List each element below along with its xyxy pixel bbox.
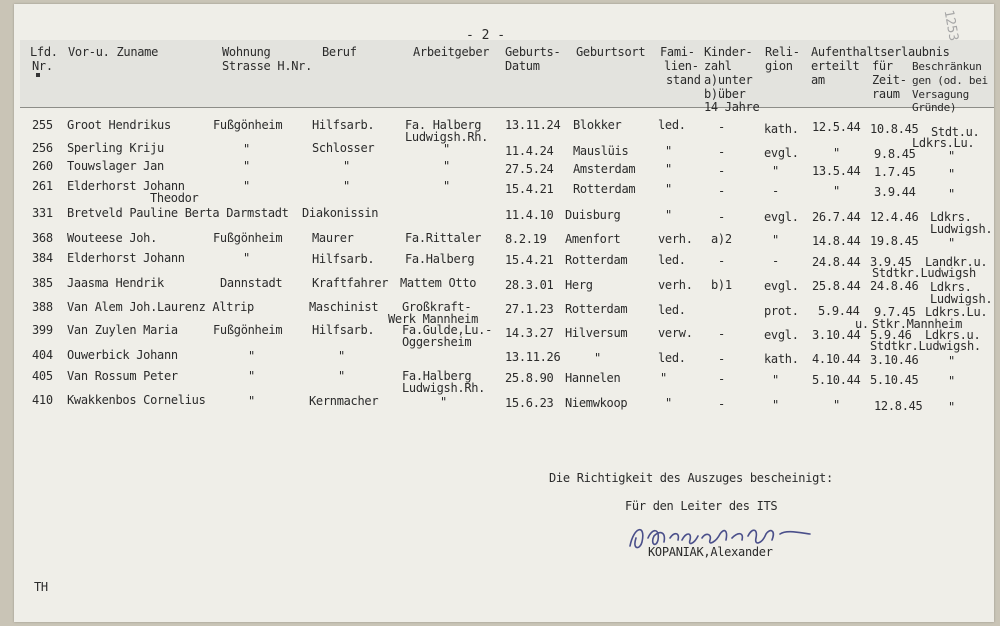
cell-name: Touwslager Jan	[67, 159, 164, 173]
cell-datum: 28.3.01	[505, 278, 554, 292]
cell-note: "	[948, 236, 955, 250]
cell-kinder: -	[718, 164, 725, 178]
cell-name: Elderhorst Johann	[67, 251, 185, 265]
cell-erteilt: 5.10.44	[812, 373, 861, 387]
cell-arbeitgeber: "	[443, 159, 450, 173]
cell-stand: verw.	[658, 326, 693, 340]
cell-zeitraum: 9.8.45	[874, 147, 916, 161]
cell-ort: Herg	[565, 278, 593, 292]
cell-note-2: Ludwigsh.	[930, 292, 993, 306]
header-gion: gion	[765, 59, 793, 73]
cell-ort: Mauslüis	[573, 144, 629, 158]
cell-zeitraum: 5.10.45	[870, 373, 919, 387]
cell-wohnung: "	[243, 159, 250, 173]
header-kinder: Kinder-	[704, 45, 753, 59]
cell-name: Kwakkenbos Cornelius	[67, 393, 206, 407]
cell-stand: led.	[658, 253, 686, 267]
cell-beruf: "	[343, 179, 350, 193]
cell-beruf: Kernmacher	[309, 394, 379, 408]
cell-note: Ldkrs.u.	[925, 328, 981, 342]
cell-religion: -	[772, 254, 779, 268]
cell-zeitraum: 24.8.46	[870, 279, 919, 293]
header-versagung: Versagung	[912, 88, 969, 101]
cell-beruf: Kraftfahrer	[312, 276, 389, 290]
cell-kinder: -	[718, 327, 725, 341]
cell-name: Ouwerbick Johann	[67, 348, 178, 362]
cell-ort: Duisburg	[565, 208, 621, 222]
header-zeit: Zeit-	[872, 73, 907, 87]
header-14jahre: 14 Jahre	[704, 100, 760, 114]
cell-nr: 410	[32, 393, 53, 407]
cell-religion: -	[772, 184, 779, 198]
header-raum: raum	[872, 87, 900, 101]
cell-ort: Amsterdam	[573, 162, 636, 176]
cell-wohnung: Fußgönheim	[213, 118, 283, 132]
cell-arbeitgeber: Fa.Rittaler	[405, 231, 482, 245]
cell-name: Van Rossum Peter	[67, 369, 178, 383]
cell-beruf: Hilfsarb.	[312, 118, 375, 132]
header-nr: Nr.	[32, 59, 53, 73]
cell-nr: 388	[32, 300, 53, 314]
cell-ort: Rotterdam	[565, 253, 628, 267]
cell-nr: 368	[32, 231, 53, 245]
header-gruende: Gründe)	[912, 101, 957, 114]
header-geburtsdatum: Geburts-	[505, 45, 561, 59]
cell-name: Jaasma Hendrik	[67, 276, 164, 290]
cell-stand: verh.	[658, 278, 693, 292]
cell-religion: evgl.	[764, 279, 799, 293]
cell-note-2: Stdtkr.Ludwigsh	[872, 266, 976, 280]
cell-erteilt: "	[833, 146, 840, 160]
cell-zeitraum: 3.9.45	[870, 255, 912, 269]
header-beschraenkun: Beschränkun	[912, 60, 982, 73]
cell-kinder: -	[718, 254, 725, 268]
cell-erteilt: "	[833, 398, 840, 412]
cell-ort: Rotterdam	[573, 182, 636, 196]
cell-zeitraum: 5.9.46	[870, 328, 912, 342]
cell-wohnung: Fußgönheim	[213, 231, 283, 245]
cell-religion: prot.	[764, 304, 799, 318]
cell-nr: 384	[32, 251, 53, 265]
header-reli: Reli-	[765, 45, 800, 59]
cell-kinder: a)2	[711, 232, 732, 246]
header-fuer: für	[872, 59, 893, 73]
cell-arbeitgeber: "	[440, 395, 447, 409]
cell-arbeitgeber-2: Ludwigsh.Rh.	[405, 130, 489, 144]
cell-arbeitgeber: Fa.Halberg	[405, 252, 475, 266]
cell-datum: 13.11.26	[505, 350, 561, 364]
cell-stand: "	[665, 162, 672, 176]
cell-beruf: Maschinist	[309, 300, 379, 314]
cell-zeitraum: 12.4.46	[870, 210, 919, 224]
cell-nr: 255	[32, 118, 53, 132]
header-aufenthalt: Aufenthaltserlaubnis	[811, 45, 950, 59]
header-lfd: Lfd.	[30, 45, 58, 59]
header-ueber: b)über	[704, 87, 746, 101]
cell-erteilt: 12.5.44	[812, 120, 861, 134]
cell-zeitraum: 10.8.45	[870, 122, 919, 136]
cell-datum: 11.4.24	[505, 144, 554, 158]
cell-zeitraum: 19.8.45	[870, 234, 919, 248]
certification-text: Die Richtigkeit des Auszuges bescheinigt:	[549, 471, 833, 485]
cell-note: "	[948, 354, 955, 368]
cell-nr: 261	[32, 179, 53, 193]
cell-note: "	[948, 187, 955, 201]
cell-note: Ldkrs.	[930, 210, 972, 224]
cell-stand: "	[665, 396, 672, 410]
cell-wohnung: "	[248, 394, 255, 408]
cell-beruf: "	[338, 349, 345, 363]
cell-beruf: "	[338, 369, 345, 383]
cell-note: Ldkrs.Lu.	[925, 305, 988, 319]
cell-stand: led.	[658, 303, 686, 317]
cell-zeitraum: 12.8.45	[874, 399, 923, 413]
typist-initials: TH	[34, 580, 48, 594]
header-erteilt: erteilt	[811, 59, 860, 73]
cell-arbeitgeber: Fa. Halberg	[405, 118, 482, 132]
cell-erteilt: 25.8.44	[812, 279, 861, 293]
cell-religion: "	[772, 164, 779, 178]
cell-beruf: "	[343, 159, 350, 173]
cell-wohnung: "	[248, 349, 255, 363]
cell-erteilt: 14.8.44	[812, 234, 861, 248]
cell-beruf: Maurer	[312, 231, 354, 245]
header-beruf: Beruf	[322, 45, 357, 59]
cell-datum: 15.6.23	[505, 396, 554, 410]
header-lien: lien-	[664, 59, 699, 73]
cell-ort: Niemwkoop	[565, 396, 628, 410]
cell-wohnung: "	[248, 369, 255, 383]
cell-kinder: -	[718, 120, 725, 134]
cell-datum: 25.8.90	[505, 371, 554, 385]
cell-ort: Hannelen	[565, 371, 621, 385]
cell-name: Wouteese Joh.	[67, 231, 158, 245]
cell-religion: "	[772, 233, 779, 247]
cell-nr: 399	[32, 323, 53, 337]
cell-nr: 405	[32, 369, 53, 383]
cell-kinder: -	[718, 352, 725, 366]
cell-note: "	[948, 167, 955, 181]
cell-kinder: b)1	[711, 278, 732, 292]
cell-wohnung: Fußgönheim	[213, 323, 283, 337]
cell-beruf: Hilfsarb.	[312, 323, 375, 337]
cell-datum: 27.1.23	[505, 302, 554, 316]
cell-zeitraum: 3.10.46	[870, 353, 919, 367]
cell-datum: 15.4.21	[505, 182, 554, 196]
header-geburtsort: Geburtsort	[576, 45, 646, 59]
cell-name: Groot Hendrikus	[67, 118, 171, 132]
cell-ort: Rotterdam	[565, 302, 628, 316]
cell-ort: Amenfort	[565, 232, 621, 246]
cell-datum: 8.2.19	[505, 232, 547, 246]
cell-name: Van Zuylen Maria	[67, 323, 178, 337]
cell-beruf: Hilfsarb.	[312, 252, 375, 266]
cell-erteilt: 13.5.44	[812, 164, 861, 178]
cell-kinder: -	[718, 145, 725, 159]
cell-stand: "	[665, 144, 672, 158]
cell-stand: led.	[658, 351, 686, 365]
cell-beruf: Diakonissin	[302, 206, 379, 220]
cell-note-2: Ludwigsh.	[930, 222, 993, 236]
cell-note: "	[948, 374, 955, 388]
cell-wohnung: "	[243, 179, 250, 193]
cell-note: Stdt.u.	[931, 125, 980, 139]
cell-erteilt: "	[833, 184, 840, 198]
cell-note-pre: u.	[855, 317, 869, 331]
header-wohnung: Wohnung	[222, 45, 271, 59]
header-name: Vor-u. Zuname	[68, 45, 159, 59]
cell-ort: Hilversum	[565, 326, 628, 340]
cell-ort: Blokker	[573, 118, 622, 132]
header-zahl: zahl	[704, 59, 732, 73]
cell-erteilt: 4.10.44	[812, 352, 861, 366]
cell-stand: verh.	[658, 232, 693, 246]
cell-note-2: Stdtkr.Ludwigsh.	[870, 339, 981, 353]
cell-stand: "	[665, 208, 672, 222]
cell-wohnung: "	[243, 142, 250, 156]
signatory-name: KOPANIAK,Alexander	[648, 545, 773, 559]
cell-stand: "	[665, 182, 672, 196]
cell-datum: 14.3.27	[505, 326, 554, 340]
cell-zeitraum: 9.7.45	[874, 305, 916, 319]
cell-zeitraum: 1.7.45	[874, 165, 916, 179]
cell-arbeitgeber-2: Oggersheim	[402, 335, 472, 349]
cell-arbeitgeber: Fa.Gulde,Lu.-	[402, 323, 493, 337]
cell-note: Ldkrs.	[930, 280, 972, 294]
cell-name: Sperling Kriju	[67, 141, 164, 155]
cell-name: Van Alem Joh.Laurenz Altrip	[67, 300, 254, 314]
cell-nr: 331	[32, 206, 53, 220]
cell-name: Elderhorst Johann	[67, 179, 185, 193]
cell-note: "	[948, 149, 955, 163]
cell-religion: "	[772, 398, 779, 412]
cell-nr: 385	[32, 276, 53, 290]
header-datum: Datum	[505, 59, 540, 73]
cell-ort: "	[594, 351, 601, 365]
cell-religion: evgl.	[764, 210, 799, 224]
cell-arbeitgeber: "	[443, 179, 450, 193]
cell-datum: 13.11.24	[505, 118, 561, 132]
cell-nr: 404	[32, 348, 53, 362]
header-gen-od-bei: gen (od. bei	[912, 74, 988, 87]
header-fami: Fami-	[660, 45, 695, 59]
cell-religion: "	[772, 373, 779, 387]
page-number: - 2 -	[466, 28, 506, 43]
cell-stand: led.	[658, 118, 686, 132]
cell-note-2: Ldkrs.Lu.	[912, 136, 975, 150]
cell-kinder: -	[718, 184, 725, 198]
header-unter: a)unter	[704, 73, 753, 87]
cell-religion: kath.	[764, 352, 799, 366]
cell-erteilt: 5.9.44	[818, 304, 860, 318]
table-header-rule	[20, 107, 994, 108]
cell-note: "	[948, 400, 955, 414]
cell-datum: 11.4.10	[505, 208, 554, 222]
cell-religion: evgl.	[764, 328, 799, 342]
cell-erteilt: 26.7.44	[812, 210, 861, 224]
cell-note: Landkr.u.	[925, 255, 988, 269]
cell-zeitraum: 3.9.44	[874, 185, 916, 199]
cell-arbeitgeber: "	[443, 142, 450, 156]
cell-kinder: -	[718, 372, 725, 386]
cell-stand: "	[660, 371, 667, 385]
header-strasse: Strasse H.Nr.	[222, 59, 313, 73]
cell-nr: 260	[32, 159, 53, 173]
cell-erteilt: 24.8.44	[812, 255, 861, 269]
cell-erteilt: 3.10.44	[812, 328, 861, 342]
cell-name: Bretveld Pauline Berta Darmstadt	[67, 206, 289, 220]
cell-note-2: Stkr.Mannheim	[872, 317, 963, 331]
cell-datum: 15.4.21	[505, 253, 554, 267]
cell-religion: kath.	[764, 122, 799, 136]
cell-nr: 256	[32, 141, 53, 155]
cell-wohnung: Dannstadt	[220, 276, 283, 290]
header-am: am	[811, 73, 825, 87]
cell-datum: 27.5.24	[505, 162, 554, 176]
cell-kinder: -	[718, 397, 725, 411]
for-leader-text: Für den Leiter des ITS	[625, 499, 778, 513]
cell-kinder: -	[718, 210, 725, 224]
archive-stamp: 1253	[940, 8, 961, 43]
header-arbeitgeber: Arbeitgeber	[413, 45, 490, 59]
cell-beruf: Schlosser	[312, 141, 375, 155]
cell-arbeitgeber: Fa.Halberg	[402, 369, 472, 383]
cell-arbeitgeber-2: Werk Mannheim	[388, 312, 479, 326]
cell-name-2: Theodor	[150, 191, 199, 205]
margin-mark	[36, 73, 40, 77]
cell-arbeitgeber: Großkraft-	[402, 300, 472, 314]
cell-arbeitgeber: Mattem Otto	[400, 276, 477, 290]
header-stand: stand	[666, 73, 701, 87]
cell-religion: evgl.	[764, 146, 799, 160]
cell-arbeitgeber-2: Ludwigsh.Rh.	[402, 381, 486, 395]
cell-wohnung: "	[243, 251, 250, 265]
